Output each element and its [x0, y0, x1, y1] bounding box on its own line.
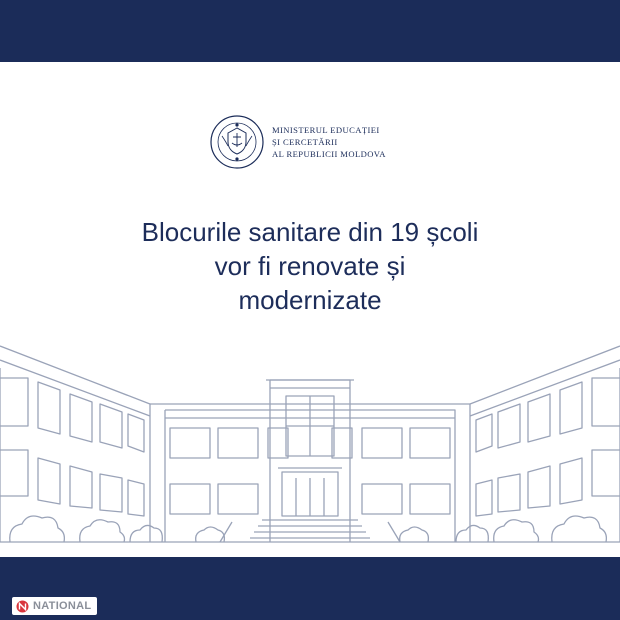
ministry-name-line-3: AL REPUBLICII MOLDOVA	[272, 149, 386, 159]
ministry-name	[272, 124, 422, 160]
top-band	[0, 0, 620, 62]
school-building-illustration	[0, 338, 620, 557]
coat-of-arms-seal-icon	[208, 110, 266, 174]
headline-line-3: modernizate	[238, 285, 382, 315]
watermark-label: NATIONAL	[33, 600, 92, 612]
ministry-name-line-2: ȘI CERCETĂRII	[272, 137, 338, 147]
national-logo-icon	[16, 600, 29, 613]
ministry-name-line-1: MINISTERUL EDUCAȚIEI	[272, 125, 380, 135]
headline	[60, 215, 560, 317]
headline-line-1: Blocurile sanitare din 19 școli	[141, 217, 479, 247]
headline-line-2: vor fi renovate și	[214, 251, 406, 281]
ministry-logo	[208, 110, 418, 174]
national-watermark	[12, 597, 97, 615]
